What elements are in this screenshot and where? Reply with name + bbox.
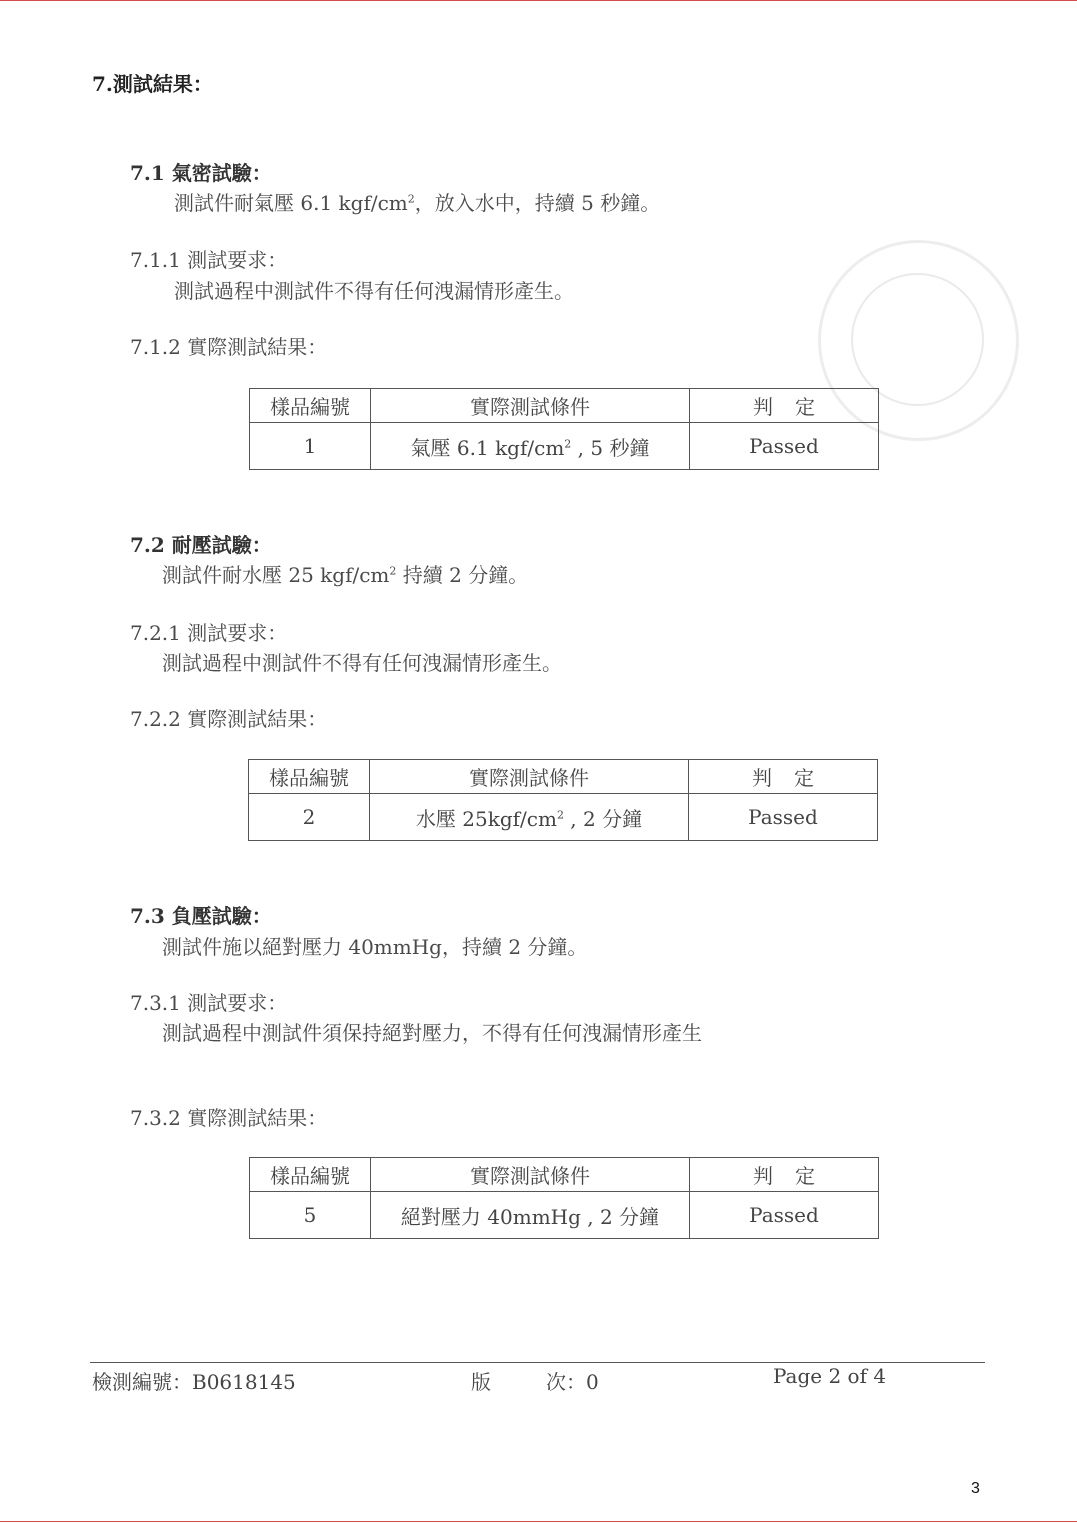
s72-result-table [248,759,878,841]
table-cell-judgement: Passed [690,423,879,470]
footer-report-number: 檢測編號：B0618145 [92,1370,296,1394]
footer-divider [90,1362,985,1363]
s72-requirement-title: 7.2.1 測試要求： [130,621,288,645]
s71-requirement-text: 測試過程中測試件不得有任何洩漏情形產生。 [174,279,574,303]
table-header-condition: 實際測試條件 [371,1158,690,1192]
footer-version-label: 版 [471,1370,491,1394]
s71-result-table [249,388,879,470]
s72-description: 測試件耐水壓 25 kgf/$cm^2$ 持續 2 分鐘。 [162,563,529,587]
table-header-condition: 實際測試條件 [371,389,690,423]
table-header-condition: 實際測試條件 [370,760,689,794]
table-cell-condition: 絕對壓力 40mmHg , 2 分鐘 [371,1192,690,1239]
s71-requirement-title: 7.1.1 測試要求： [130,248,288,272]
table-cell-sample: 5 [250,1192,371,1239]
page-top-edge [0,0,1077,1]
s73-requirement-title: 7.3.1 測試要求： [130,991,288,1015]
table-header-judgement: 判定 [690,1158,879,1192]
page-number: 3 [971,1480,980,1497]
s73-result-title: 7.3.2 實際測試結果： [130,1106,328,1130]
table-header-sample: 樣品編號 [250,389,371,423]
table-cell-judgement: Passed [690,1192,879,1239]
footer-version-value: 次：0 [546,1370,599,1394]
footer-page-indicator: Page 2 of 4 [773,1364,887,1388]
s73-requirement-text: 測試過程中測試件須保持絕對壓力，不得有任何洩漏情形產生 [162,1021,702,1045]
s73-title: 7.3 負壓試驗： [130,904,272,928]
table-header-sample: 樣品編號 [250,1158,371,1192]
table-cell-sample: 1 [250,423,371,470]
s73-description: 測試件施以絕對壓力 40mmHg，持續 2 分鐘。 [162,935,588,959]
section-title: 7.測試結果： [92,72,213,96]
table-header-judgement: 判定 [690,389,879,423]
s71-description: 測試件耐氣壓 6.1 kgf/$cm^2$，放入水中，持續 5 秒鐘。 [174,191,661,215]
table-cell-condition: 水壓 $25kgf/cm^2$ , 2 分鐘 [370,794,689,841]
s72-title: 7.2 耐壓試驗： [130,533,272,557]
s73-result-table [249,1157,879,1239]
table-cell-sample: 2 [249,794,370,841]
s72-requirement-text: 測試過程中測試件不得有任何洩漏情形產生。 [162,651,562,675]
table-cell-condition: 氣壓 6.1 kgf/$cm^2$ , 5 秒鐘 [371,423,690,470]
s71-title: 7.1 氣密試驗： [130,161,272,185]
table-header-sample: 樣品編號 [249,760,370,794]
s71-result-title: 7.1.2 實際測試結果： [130,335,328,359]
table-header-judgement: 判定 [689,760,878,794]
table-cell-judgement: Passed [689,794,878,841]
s72-result-title: 7.2.2 實際測試結果： [130,707,328,731]
page-bottom-edge [0,1521,1077,1522]
